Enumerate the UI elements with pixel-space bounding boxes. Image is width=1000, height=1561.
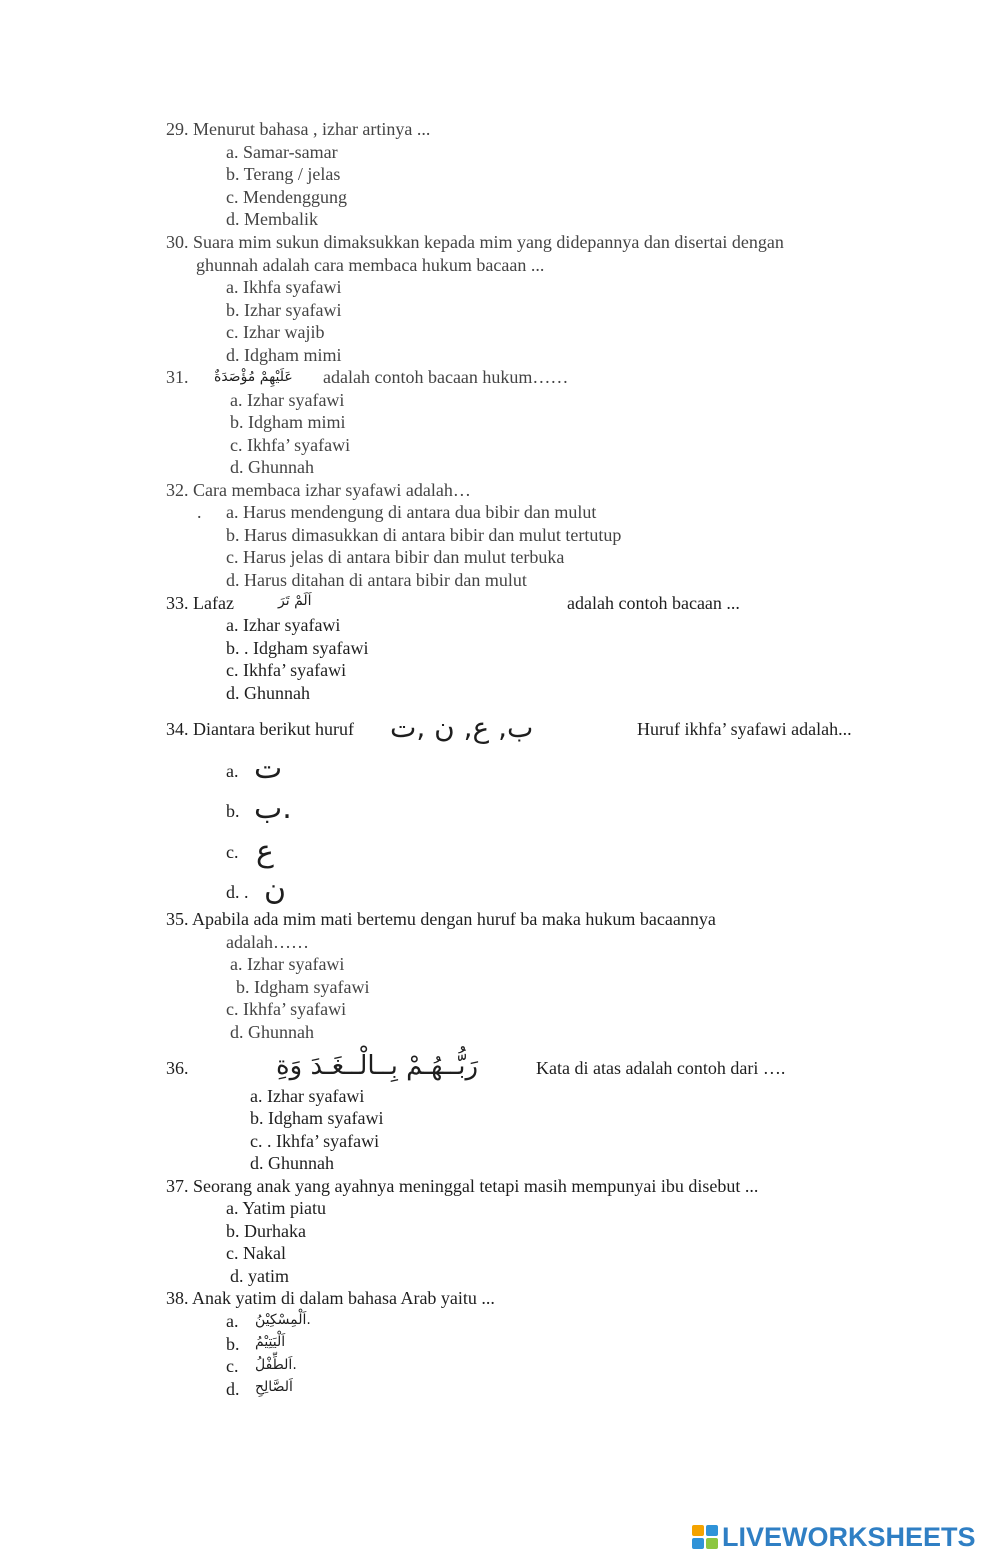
q30-option-b[interactable]: b. Izhar syafawi xyxy=(226,300,342,320)
q29-option-c[interactable]: c. Mendenggung xyxy=(226,187,347,207)
q37-option-d[interactable]: d. yatim xyxy=(230,1266,289,1286)
q32-bullet: . xyxy=(197,502,202,522)
q34-option-a-arabic[interactable]: ت xyxy=(254,751,283,786)
q38-option-d-arabic[interactable]: اَلصَّالِحِ xyxy=(255,1379,293,1395)
question-34-stem-prefix: 34. Diantara berikut huruf xyxy=(166,719,354,739)
liveworksheets-logo-icon xyxy=(692,1525,718,1549)
question-31-stem: adalah contoh bacaan hukum…… xyxy=(323,367,569,387)
liveworksheets-logo xyxy=(692,1522,976,1552)
q38-option-c-arabic[interactable]: .اَلطِّفْلُ xyxy=(255,1357,297,1373)
question-33-stem-prefix: 33. Lafaz xyxy=(166,593,234,613)
q29-option-d[interactable]: d. Membalik xyxy=(226,209,318,229)
q33-option-b[interactable]: b. . Idgham syafawi xyxy=(226,638,369,658)
q32-option-c[interactable]: c. Harus jelas di antara bibir dan mulut terbuka xyxy=(226,547,565,567)
question-35-stem-line2: adalah…… xyxy=(226,932,309,952)
q35-option-c[interactable]: c. Ikhfa’ syafawi xyxy=(226,999,347,1019)
question-34-stem-suffix: Huruf ikhfa’ syafawi adalah... xyxy=(637,719,852,739)
question-36-stem: Kata di atas adalah contoh dari …. xyxy=(536,1058,786,1078)
q31-option-d[interactable]: d. Ghunnah xyxy=(230,457,314,477)
question-31-arabic: عَلَيْهِمْ مُؤْصَدَةٌ xyxy=(214,369,293,385)
q32-option-a[interactable]: a. Harus mendengung di antara dua bibir dan mulut xyxy=(226,502,597,522)
q38-option-d-label[interactable]: d. xyxy=(226,1379,240,1399)
q36-option-b[interactable]: b. Idgham syafawi xyxy=(250,1108,384,1128)
q37-option-b[interactable]: b. Durhaka xyxy=(226,1221,306,1241)
q37-option-c[interactable]: c. Nakal xyxy=(226,1243,286,1263)
question-37-stem: 37. Seorang anak yang ayahnya meninggal tetapi masih mempunyai ibu disebut ... xyxy=(166,1176,759,1196)
q38-option-a-label[interactable]: a. xyxy=(226,1311,239,1331)
question-31-number: 31. xyxy=(166,367,189,387)
question-33-arabic: اَلَمْ تَرَ xyxy=(278,593,312,609)
question-38-stem: 38. Anak yatim di dalam bahasa Arab yaitu ... xyxy=(166,1288,495,1308)
q30-option-a[interactable]: a. Ikhfa syafawi xyxy=(226,277,342,297)
question-32-stem: 32. Cara membaca izhar syafawi adalah… xyxy=(166,480,471,500)
q37-option-a[interactable]: a. Yatim piatu xyxy=(226,1198,327,1218)
q34-option-b-label[interactable]: b. xyxy=(226,801,240,821)
q32-option-b[interactable]: b. Harus dimasukkan di antara bibir dan mulut tertutup xyxy=(226,525,622,545)
q38-option-b-label[interactable]: b. xyxy=(226,1334,240,1354)
question-30-stem-line1: 30. Suara mim sukun dimaksukkan kepada mim yang didepannya dan disertai dengan xyxy=(166,232,784,252)
q32-option-d[interactable]: d. Harus ditahan di antara bibir dan mulut xyxy=(226,570,527,590)
q34-option-c-label[interactable]: c. xyxy=(226,842,239,862)
q33-option-c[interactable]: c. Ikhfa’ syafawi xyxy=(226,660,347,680)
question-35-stem-line1: 35. Apabila ada mim mati bertemu dengan huruf ba maka hukum bacaannya xyxy=(166,909,716,929)
brand-name: LIVEWORKSHEETS xyxy=(722,1521,976,1552)
question-36-arabic: رَبُّــهُـمْ بِــالْــغَـدَ وَةِ xyxy=(276,1051,478,1081)
q30-option-d[interactable]: d. Idgham mimi xyxy=(226,345,342,365)
q38-option-c-label[interactable]: c. xyxy=(226,1356,239,1376)
q36-option-d[interactable]: d. Ghunnah xyxy=(250,1153,334,1173)
q34-option-c-arabic[interactable]: ع xyxy=(256,834,274,869)
q31-option-c[interactable]: c. Ikhfa’ syafawi xyxy=(230,435,351,455)
q34-option-d-arabic[interactable]: ن xyxy=(264,872,287,907)
q33-option-a[interactable]: a. Izhar syafawi xyxy=(226,615,341,635)
q33-option-d[interactable]: d. Ghunnah xyxy=(226,683,310,703)
question-30-stem-line2: ghunnah adalah cara membaca hukum bacaan ... xyxy=(196,255,545,275)
q29-option-b[interactable]: b. Terang / jelas xyxy=(226,164,341,184)
q35-option-d[interactable]: d. Ghunnah xyxy=(230,1022,314,1042)
q36-option-a[interactable]: a. Izhar syafawi xyxy=(250,1086,365,1106)
q30-option-c[interactable]: c. Izhar wajib xyxy=(226,322,325,342)
q34-option-a-label[interactable]: a. xyxy=(226,761,239,781)
q38-option-a-arabic[interactable]: .اَلْمِسْكِيْنُ xyxy=(255,1312,311,1328)
question-29-stem: 29. Menurut bahasa , izhar artinya ... xyxy=(166,119,431,139)
q35-option-b[interactable]: b. Idgham syafawi xyxy=(236,977,370,997)
q29-option-a[interactable]: a. Samar-samar xyxy=(226,142,338,162)
question-34-letters: ب, ع, ن ,ت xyxy=(390,711,534,744)
q31-option-b[interactable]: b. Idgham mimi xyxy=(230,412,346,432)
q35-option-a[interactable]: a. Izhar syafawi xyxy=(230,954,345,974)
question-36-number: 36. xyxy=(166,1058,189,1078)
q34-option-d-label[interactable]: d. . xyxy=(226,882,249,902)
q31-option-a[interactable]: a. Izhar syafawi xyxy=(230,390,345,410)
question-33-stem-suffix: adalah contoh bacaan ... xyxy=(567,593,740,613)
q34-option-b-arabic[interactable]: .ب xyxy=(254,791,292,826)
q36-option-c[interactable]: c. . Ikhfa’ syafawi xyxy=(250,1131,380,1151)
q38-option-b-arabic[interactable]: اَلْيَتِيْمُ xyxy=(255,1334,286,1350)
